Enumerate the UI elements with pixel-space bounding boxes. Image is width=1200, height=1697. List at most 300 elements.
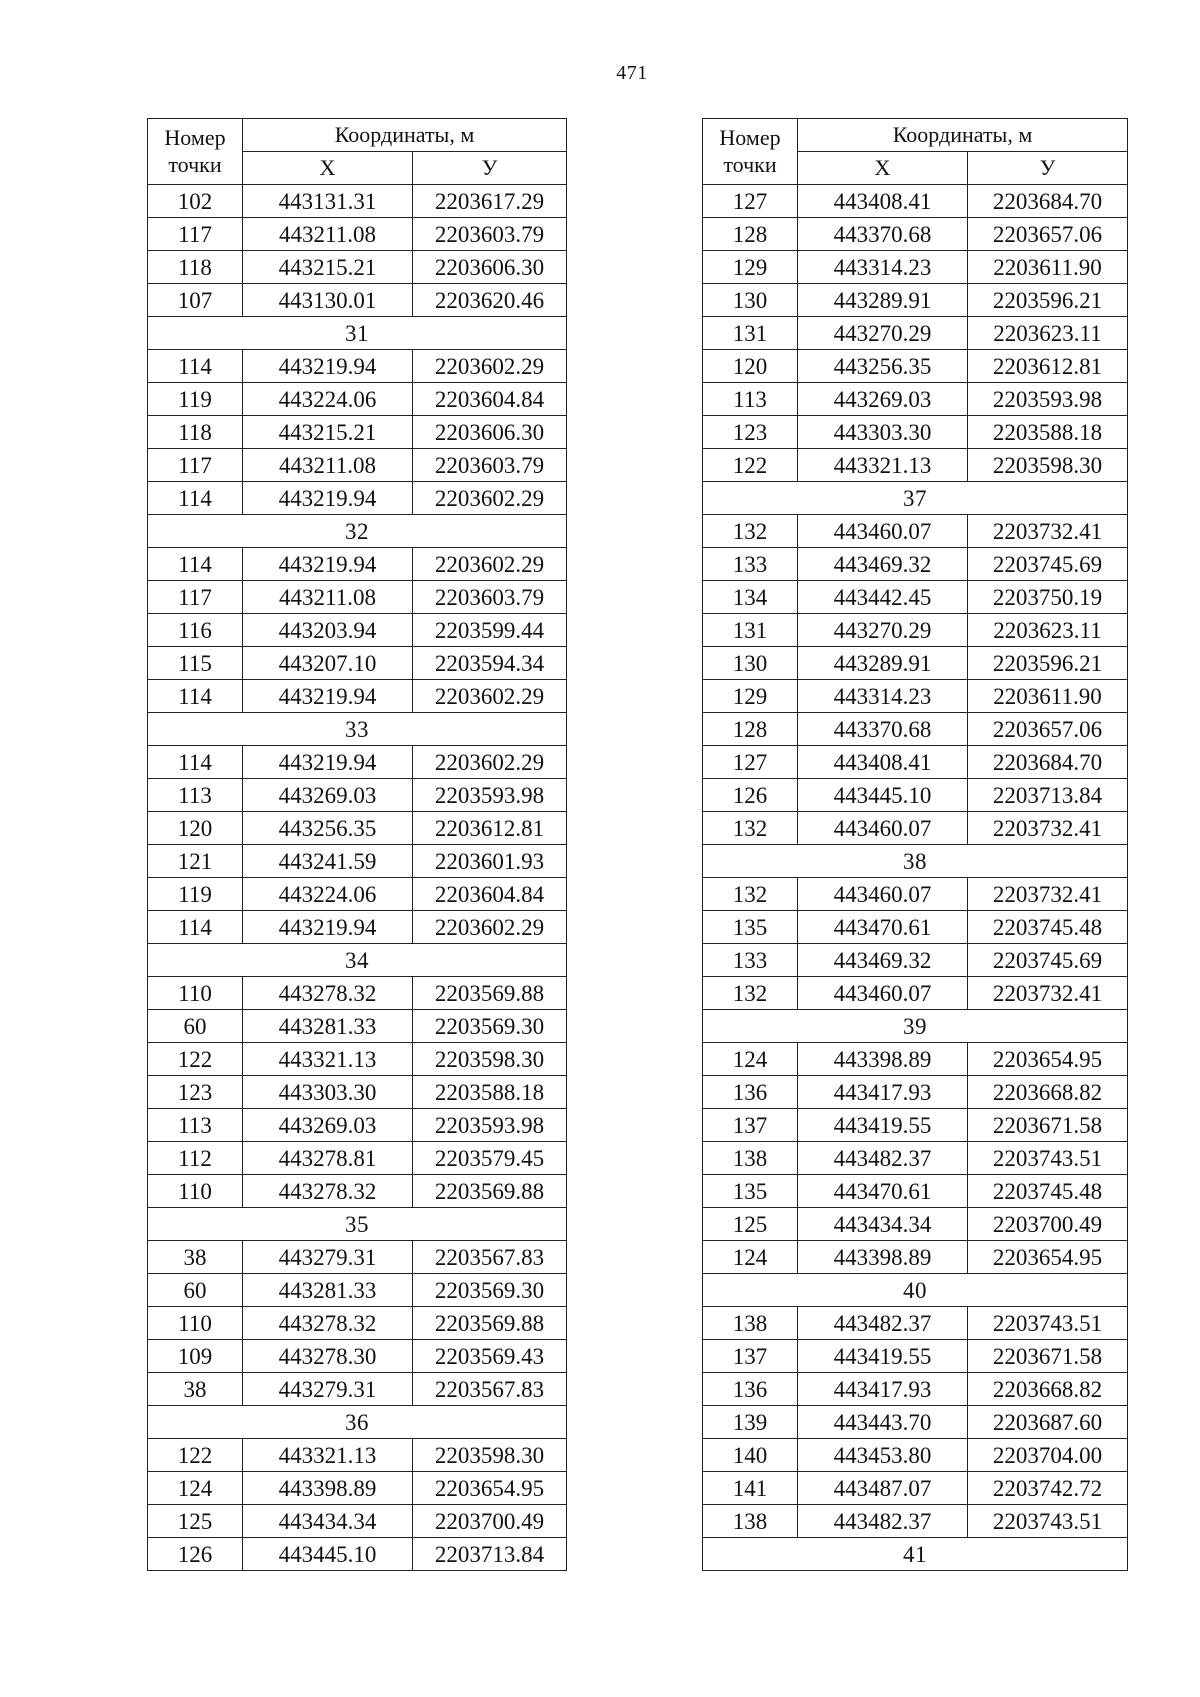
point-number-cell: 141 (703, 1472, 798, 1505)
point-number-cell: 128 (703, 713, 798, 746)
table-row (703, 218, 1128, 251)
x-coordinate-cell: 443398.89 (798, 1043, 968, 1076)
x-coordinate-cell: 443453.80 (798, 1439, 968, 1472)
x-coordinate-cell: 443224.06 (243, 878, 413, 911)
section-row (703, 482, 1128, 515)
x-coordinate-cell: 443279.31 (243, 1241, 413, 1274)
point-number-cell: 123 (703, 416, 798, 449)
table-row (703, 1307, 1128, 1340)
table-row (703, 812, 1128, 845)
point-number-cell: 114 (148, 350, 243, 383)
point-number-cell: 114 (148, 911, 243, 944)
table-row (703, 1175, 1128, 1208)
y-coordinate-cell: 2203743.51 (968, 1505, 1128, 1538)
y-coordinate-cell: 2203593.98 (413, 779, 567, 812)
table-row (703, 1439, 1128, 1472)
point-number-cell: 132 (703, 812, 798, 845)
y-coordinate-cell: 2203606.30 (413, 416, 567, 449)
y-coordinate-cell: 2203620.46 (413, 284, 567, 317)
x-coordinate-cell: 443442.45 (798, 581, 968, 614)
y-coordinate-cell: 2203743.51 (968, 1142, 1128, 1175)
section-number: 40 (703, 1274, 1128, 1307)
table-row (148, 1175, 567, 1208)
point-number-cell: 114 (148, 746, 243, 779)
point-number-cell: 122 (148, 1043, 243, 1076)
y-coordinate-cell: 2203745.48 (968, 911, 1128, 944)
x-column-header: X (243, 152, 413, 185)
point-number-cell: 120 (148, 812, 243, 845)
y-coordinate-cell: 2203742.72 (968, 1472, 1128, 1505)
point-number-cell: 116 (148, 614, 243, 647)
y-coordinate-cell: 2203732.41 (968, 812, 1128, 845)
section-row (703, 1274, 1128, 1307)
x-coordinate-cell: 443321.13 (798, 449, 968, 482)
y-coordinate-cell: 2203704.00 (968, 1439, 1128, 1472)
y-coordinate-cell: 2203593.98 (968, 383, 1128, 416)
x-coordinate-cell: 443482.37 (798, 1307, 968, 1340)
point-number-cell: 113 (703, 383, 798, 416)
x-coordinate-cell: 443460.07 (798, 515, 968, 548)
x-coordinate-cell: 443281.33 (243, 1274, 413, 1307)
x-coordinate-cell: 443303.30 (798, 416, 968, 449)
point-number-cell: 136 (703, 1076, 798, 1109)
y-coordinate-cell: 2203569.88 (413, 1175, 567, 1208)
point-number-cell: 132 (703, 977, 798, 1010)
point-number-cell: 124 (703, 1043, 798, 1076)
point-number-cell: 122 (148, 1439, 243, 1472)
section-number: 41 (703, 1538, 1128, 1571)
point-number-cell: 123 (148, 1076, 243, 1109)
y-coordinate-cell: 2203654.95 (413, 1472, 567, 1505)
x-coordinate-cell: 443219.94 (243, 746, 413, 779)
y-coordinate-cell: 2203750.19 (968, 581, 1128, 614)
point-number-cell: 110 (148, 977, 243, 1010)
point-number-cell: 137 (703, 1340, 798, 1373)
x-coordinate-cell: 443256.35 (243, 812, 413, 845)
table-row (148, 1043, 567, 1076)
x-coordinate-cell: 443408.41 (798, 185, 968, 218)
x-column-header: X (798, 152, 968, 185)
point-number-cell: 138 (703, 1505, 798, 1538)
point-number-cell: 131 (703, 317, 798, 350)
table-row (703, 1043, 1128, 1076)
x-coordinate-cell: 443278.32 (243, 977, 413, 1010)
section-number: 35 (148, 1208, 567, 1241)
table-row (148, 1274, 567, 1307)
table-row (148, 449, 567, 482)
y-coordinate-cell: 2203612.81 (968, 350, 1128, 383)
section-row (703, 1538, 1128, 1571)
y-coordinate-cell: 2203745.69 (968, 944, 1128, 977)
y-coordinate-cell: 2203596.21 (968, 284, 1128, 317)
point-number-cell: 138 (703, 1307, 798, 1340)
table-row (703, 746, 1128, 779)
x-coordinate-cell: 443470.61 (798, 1175, 968, 1208)
point-number-cell: 135 (703, 911, 798, 944)
section-row (148, 944, 567, 977)
table-row (148, 845, 567, 878)
table-row (703, 1472, 1128, 1505)
x-coordinate-cell: 443211.08 (243, 449, 413, 482)
y-coordinate-cell: 2203598.30 (413, 1043, 567, 1076)
table-row (148, 911, 567, 944)
y-coordinate-cell: 2203593.98 (413, 1109, 567, 1142)
x-coordinate-cell: 443469.32 (798, 548, 968, 581)
y-coordinate-cell: 2203687.60 (968, 1406, 1128, 1439)
point-number-cell: 110 (148, 1175, 243, 1208)
table-row (703, 251, 1128, 284)
y-coordinate-cell: 2203602.29 (413, 746, 567, 779)
y-coordinate-cell: 2203671.58 (968, 1340, 1128, 1373)
table-row (703, 911, 1128, 944)
table-row (148, 218, 567, 251)
y-coordinate-cell: 2203657.06 (968, 713, 1128, 746)
point-number-cell: 120 (703, 350, 798, 383)
y-coordinate-cell: 2203713.84 (968, 779, 1128, 812)
x-coordinate-cell: 443289.91 (798, 647, 968, 680)
y-coordinate-cell: 2203567.83 (413, 1241, 567, 1274)
section-row (148, 317, 567, 350)
x-coordinate-cell: 443370.68 (798, 218, 968, 251)
table-row (148, 251, 567, 284)
y-coordinate-cell: 2203668.82 (968, 1076, 1128, 1109)
point-number-cell: 136 (703, 1373, 798, 1406)
table-row (703, 680, 1128, 713)
x-coordinate-cell: 443256.35 (798, 350, 968, 383)
x-coordinate-cell: 443224.06 (243, 383, 413, 416)
table-row (148, 416, 567, 449)
table-row (148, 548, 567, 581)
y-coordinate-cell: 2203569.43 (413, 1340, 567, 1373)
x-coordinate-cell: 443219.94 (243, 680, 413, 713)
table-row (148, 1142, 567, 1175)
table-row (703, 1373, 1128, 1406)
table-row (148, 350, 567, 383)
table-row (703, 1340, 1128, 1373)
x-coordinate-cell: 443211.08 (243, 581, 413, 614)
x-coordinate-cell: 443398.89 (243, 1472, 413, 1505)
y-coordinate-cell: 2203603.79 (413, 449, 567, 482)
section-row (148, 515, 567, 548)
table-row (148, 878, 567, 911)
table-row (703, 614, 1128, 647)
table-row (148, 614, 567, 647)
coordinates-header: Координаты, м (798, 119, 1128, 152)
point-number-cell: 130 (703, 647, 798, 680)
point-number-cell: 109 (148, 1340, 243, 1373)
x-coordinate-cell: 443219.94 (243, 548, 413, 581)
x-coordinate-cell: 443211.08 (243, 218, 413, 251)
table-row (148, 977, 567, 1010)
table-row (703, 1406, 1128, 1439)
point-number-cell: 126 (703, 779, 798, 812)
table-row (148, 1010, 567, 1043)
x-coordinate-cell: 443278.81 (243, 1142, 413, 1175)
table-row (148, 1373, 567, 1406)
y-coordinate-cell: 2203611.90 (968, 680, 1128, 713)
y-coordinate-cell: 2203604.84 (413, 878, 567, 911)
y-coordinate-cell: 2203684.70 (968, 746, 1128, 779)
point-number-cell: 140 (703, 1439, 798, 1472)
table-row (703, 581, 1128, 614)
point-number-cell: 132 (703, 515, 798, 548)
x-coordinate-cell: 443130.01 (243, 284, 413, 317)
y-coordinate-cell: 2203602.29 (413, 548, 567, 581)
point-number-cell: 122 (703, 449, 798, 482)
section-row (148, 1406, 567, 1439)
x-coordinate-cell: 443445.10 (798, 779, 968, 812)
table-row (148, 1076, 567, 1109)
coordinates-table-left (147, 118, 567, 1571)
point-number-cell: 129 (703, 251, 798, 284)
coordinates-header: Координаты, м (243, 119, 567, 152)
y-coordinate-cell: 2203617.29 (413, 185, 567, 218)
x-coordinate-cell: 443417.93 (798, 1373, 968, 1406)
table-row (703, 548, 1128, 581)
x-coordinate-cell: 443482.37 (798, 1505, 968, 1538)
table-row (148, 1472, 567, 1505)
section-row (148, 1208, 567, 1241)
table-row (148, 185, 567, 218)
point-number-cell: 134 (703, 581, 798, 614)
y-coordinate-cell: 2203732.41 (968, 515, 1128, 548)
y-column-header: У (968, 152, 1128, 185)
section-number: 33 (148, 713, 567, 746)
table-row (703, 1505, 1128, 1538)
x-coordinate-cell: 443219.94 (243, 350, 413, 383)
section-row (703, 845, 1128, 878)
point-number-cell: 139 (703, 1406, 798, 1439)
section-number: 34 (148, 944, 567, 977)
y-coordinate-cell: 2203602.29 (413, 350, 567, 383)
y-coordinate-cell: 2203603.79 (413, 218, 567, 251)
point-number-cell: 137 (703, 1109, 798, 1142)
y-coordinate-cell: 2203671.58 (968, 1109, 1128, 1142)
y-coordinate-cell: 2203611.90 (968, 251, 1128, 284)
table-row (703, 284, 1128, 317)
x-coordinate-cell: 443219.94 (243, 911, 413, 944)
y-coordinate-cell: 2203602.29 (413, 482, 567, 515)
table-row (703, 416, 1128, 449)
y-coordinate-cell: 2203598.30 (413, 1439, 567, 1472)
y-coordinate-cell: 2203594.34 (413, 647, 567, 680)
point-number-cell: 38 (148, 1241, 243, 1274)
table-row (703, 713, 1128, 746)
point-number-cell: 121 (148, 845, 243, 878)
y-coordinate-cell: 2203602.29 (413, 911, 567, 944)
section-number: 37 (703, 482, 1128, 515)
point-number-cell: 119 (148, 878, 243, 911)
x-coordinate-cell: 443445.10 (243, 1538, 413, 1571)
point-number-cell: 131 (703, 614, 798, 647)
point-number-cell: 133 (703, 548, 798, 581)
x-coordinate-cell: 443269.03 (798, 383, 968, 416)
section-number: 32 (148, 515, 567, 548)
x-coordinate-cell: 443370.68 (798, 713, 968, 746)
y-coordinate-cell: 2203569.30 (413, 1010, 567, 1043)
point-number-cell: 114 (148, 548, 243, 581)
point-number-cell: 138 (703, 1142, 798, 1175)
table-row (148, 1109, 567, 1142)
table-row (148, 581, 567, 614)
y-coordinate-cell: 2203569.88 (413, 1307, 567, 1340)
point-number-cell: 125 (703, 1208, 798, 1241)
point-number-cell: 110 (148, 1307, 243, 1340)
x-coordinate-cell: 443460.07 (798, 878, 968, 911)
y-coordinate-cell: 2203599.44 (413, 614, 567, 647)
x-coordinate-cell: 443203.94 (243, 614, 413, 647)
table-row (703, 647, 1128, 680)
point-number-cell: 60 (148, 1274, 243, 1307)
x-coordinate-cell: 443219.94 (243, 482, 413, 515)
table-row (148, 812, 567, 845)
x-coordinate-cell: 443278.32 (243, 1307, 413, 1340)
table-row (703, 977, 1128, 1010)
x-coordinate-cell: 443289.91 (798, 284, 968, 317)
point-number-cell: 112 (148, 1142, 243, 1175)
table-row (703, 779, 1128, 812)
table-row (148, 647, 567, 680)
x-coordinate-cell: 443314.23 (798, 680, 968, 713)
table-row (703, 449, 1128, 482)
point-number-cell: 129 (703, 680, 798, 713)
section-number: 39 (703, 1010, 1128, 1043)
point-number-cell: 132 (703, 878, 798, 911)
y-coordinate-cell: 2203684.70 (968, 185, 1128, 218)
y-coordinate-cell: 2203569.30 (413, 1274, 567, 1307)
y-coordinate-cell: 2203745.48 (968, 1175, 1128, 1208)
y-coordinate-cell: 2203604.84 (413, 383, 567, 416)
page-number: 471 (616, 62, 648, 84)
y-coordinate-cell: 2203602.29 (413, 680, 567, 713)
x-coordinate-cell: 443443.70 (798, 1406, 968, 1439)
table-row (148, 680, 567, 713)
x-coordinate-cell: 443270.29 (798, 614, 968, 647)
x-coordinate-cell: 443279.31 (243, 1373, 413, 1406)
table-row (148, 1538, 567, 1571)
point-number-cell: 117 (148, 449, 243, 482)
x-coordinate-cell: 443278.30 (243, 1340, 413, 1373)
x-coordinate-cell: 443314.23 (798, 251, 968, 284)
y-coordinate-cell: 2203579.45 (413, 1142, 567, 1175)
table-row (703, 878, 1128, 911)
table-row (148, 746, 567, 779)
section-number: 38 (703, 845, 1128, 878)
x-coordinate-cell: 443408.41 (798, 746, 968, 779)
x-coordinate-cell: 443269.03 (243, 779, 413, 812)
x-coordinate-cell: 443321.13 (243, 1043, 413, 1076)
y-coordinate-cell: 2203743.51 (968, 1307, 1128, 1340)
table-row (148, 1307, 567, 1340)
x-coordinate-cell: 443215.21 (243, 251, 413, 284)
table-row (703, 1076, 1128, 1109)
point-number-cell: 119 (148, 383, 243, 416)
x-coordinate-cell: 443434.34 (243, 1505, 413, 1538)
table-row (703, 1142, 1128, 1175)
table-row (703, 317, 1128, 350)
x-coordinate-cell: 443303.30 (243, 1076, 413, 1109)
point-number-cell: 114 (148, 482, 243, 515)
x-coordinate-cell: 443241.59 (243, 845, 413, 878)
point-number-cell: 135 (703, 1175, 798, 1208)
x-coordinate-cell: 443270.29 (798, 317, 968, 350)
y-coordinate-cell: 2203606.30 (413, 251, 567, 284)
point-number-cell: 118 (148, 416, 243, 449)
x-coordinate-cell: 443487.07 (798, 1472, 968, 1505)
point-number-cell: 127 (703, 746, 798, 779)
x-coordinate-cell: 443269.03 (243, 1109, 413, 1142)
coordinates-table-right (702, 118, 1128, 1571)
y-coordinate-cell: 2203700.49 (413, 1505, 567, 1538)
point-number-cell: 126 (148, 1538, 243, 1571)
x-coordinate-cell: 443321.13 (243, 1439, 413, 1472)
y-coordinate-cell: 2203596.21 (968, 647, 1128, 680)
section-row (148, 713, 567, 746)
y-coordinate-cell: 2203623.11 (968, 317, 1128, 350)
x-coordinate-cell: 443215.21 (243, 416, 413, 449)
y-coordinate-cell: 2203654.95 (968, 1241, 1128, 1274)
point-number-cell: 124 (703, 1241, 798, 1274)
y-coordinate-cell: 2203598.30 (968, 449, 1128, 482)
table-row (703, 185, 1128, 218)
y-coordinate-cell: 2203713.84 (413, 1538, 567, 1571)
y-coordinate-cell: 2203623.11 (968, 614, 1128, 647)
table-row (148, 779, 567, 812)
table-row (703, 1109, 1128, 1142)
y-coordinate-cell: 2203588.18 (413, 1076, 567, 1109)
table-row (148, 1505, 567, 1538)
y-coordinate-cell: 2203732.41 (968, 878, 1128, 911)
table-row (703, 1208, 1128, 1241)
y-coordinate-cell: 2203588.18 (968, 416, 1128, 449)
section-row (703, 1010, 1128, 1043)
point-number-cell: 38 (148, 1373, 243, 1406)
y-column-header: У (413, 152, 567, 185)
y-coordinate-cell: 2203567.83 (413, 1373, 567, 1406)
point-number-cell: 60 (148, 1010, 243, 1043)
x-coordinate-cell: 443460.07 (798, 812, 968, 845)
table-row (148, 1241, 567, 1274)
point-number-cell: 118 (148, 251, 243, 284)
x-coordinate-cell: 443419.55 (798, 1109, 968, 1142)
point-number-cell: 115 (148, 647, 243, 680)
point-number-cell: 128 (703, 218, 798, 251)
point-number-cell: 113 (148, 1109, 243, 1142)
point-number-header: Номер точки (148, 119, 243, 185)
point-number-cell: 124 (148, 1472, 243, 1505)
y-coordinate-cell: 2203569.88 (413, 977, 567, 1010)
point-number-cell: 113 (148, 779, 243, 812)
y-coordinate-cell: 2203745.69 (968, 548, 1128, 581)
table-row (703, 944, 1128, 977)
x-coordinate-cell: 443131.31 (243, 185, 413, 218)
x-coordinate-cell: 443460.07 (798, 977, 968, 1010)
y-coordinate-cell: 2203657.06 (968, 218, 1128, 251)
table-row (703, 350, 1128, 383)
x-coordinate-cell: 443482.37 (798, 1142, 968, 1175)
y-coordinate-cell: 2203732.41 (968, 977, 1128, 1010)
table-row (703, 1241, 1128, 1274)
x-coordinate-cell: 443434.34 (798, 1208, 968, 1241)
y-coordinate-cell: 2203612.81 (413, 812, 567, 845)
x-coordinate-cell: 443470.61 (798, 911, 968, 944)
x-coordinate-cell: 443419.55 (798, 1340, 968, 1373)
x-coordinate-cell: 443207.10 (243, 647, 413, 680)
y-coordinate-cell: 2203603.79 (413, 581, 567, 614)
point-number-cell: 130 (703, 284, 798, 317)
point-number-cell: 117 (148, 581, 243, 614)
point-number-header: Номер точки (703, 119, 798, 185)
